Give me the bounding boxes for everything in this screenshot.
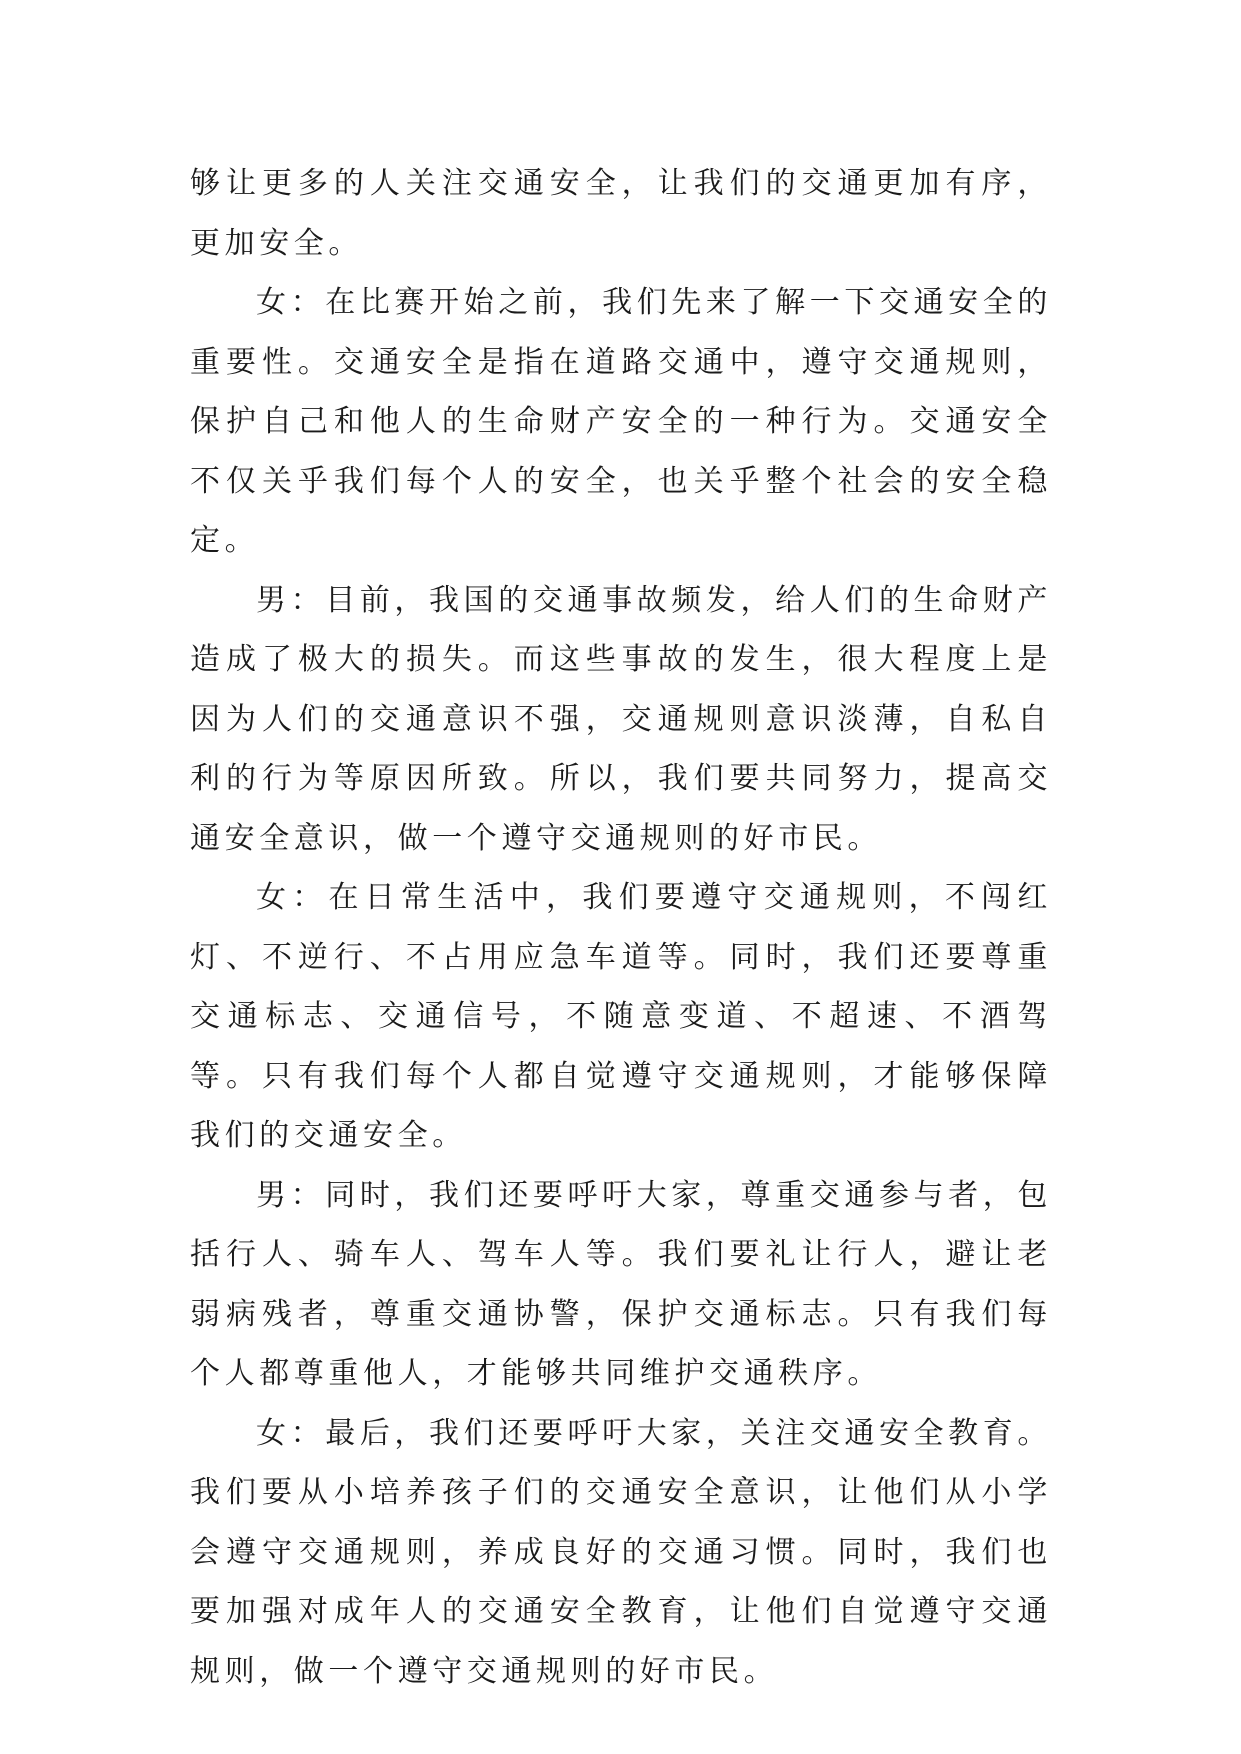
- paragraph-4: 女：在日常生活中，我们要遵守交通规则，不闯红灯、不逆行、不占用应急车道等。同时，我们还要尊重交通标志、交通信号，不随意变道、不超速、不酒驾等。只有我们每个人都自觉遵守交通规则，才能够保障我们的交通安全。: [190, 880, 1052, 1153]
- paragraph-2: 女：在比赛开始之前，我们先来了解一下交通安全的重要性。交通安全是指在道路交通中，遵守交通规则，保护自己和他人的生命财产安全的一种行为。交通安全不仅关乎我们每个人的安全，也关乎整个社会的安全稳定。: [190, 285, 1052, 558]
- document-page: [190, 154, 1052, 1701]
- paragraph-5: 男：同时，我们还要呼吁大家，尊重交通参与者，包括行人、骑车人、驾车人等。我们要礼让行人，避让老弱病残者，尊重交通协警，保护交通标志。只有我们每个人都尊重他人，才能够共同维护交通秩序。: [190, 1177, 1052, 1391]
- paragraph-6: 女：最后，我们还要呼吁大家，关注交通安全教育。我们要从小培养孩子们的交通安全意识，让他们从小学会遵守交通规则，养成良好的交通习惯。同时，我们也要加强对成年人的交通安全教育，让他们自觉遵守交通规则，做一个遵守交通规则的好市民。: [190, 1415, 1052, 1689]
- paragraph-1: 够让更多的人关注交通安全，让我们的交通更加有序，更加安全。: [190, 166, 1052, 261]
- paragraph-3: 男：目前，我国的交通事故频发，给人们的生命财产造成了极大的损失。而这些事故的发生，很大程度上是因为人们的交通意识不强，交通规则意识淡薄，自私自利的行为等原因所致。所以，我们要共同努力，提高交通安全意识，做一个遵守交通规则的好市民。: [190, 582, 1052, 856]
